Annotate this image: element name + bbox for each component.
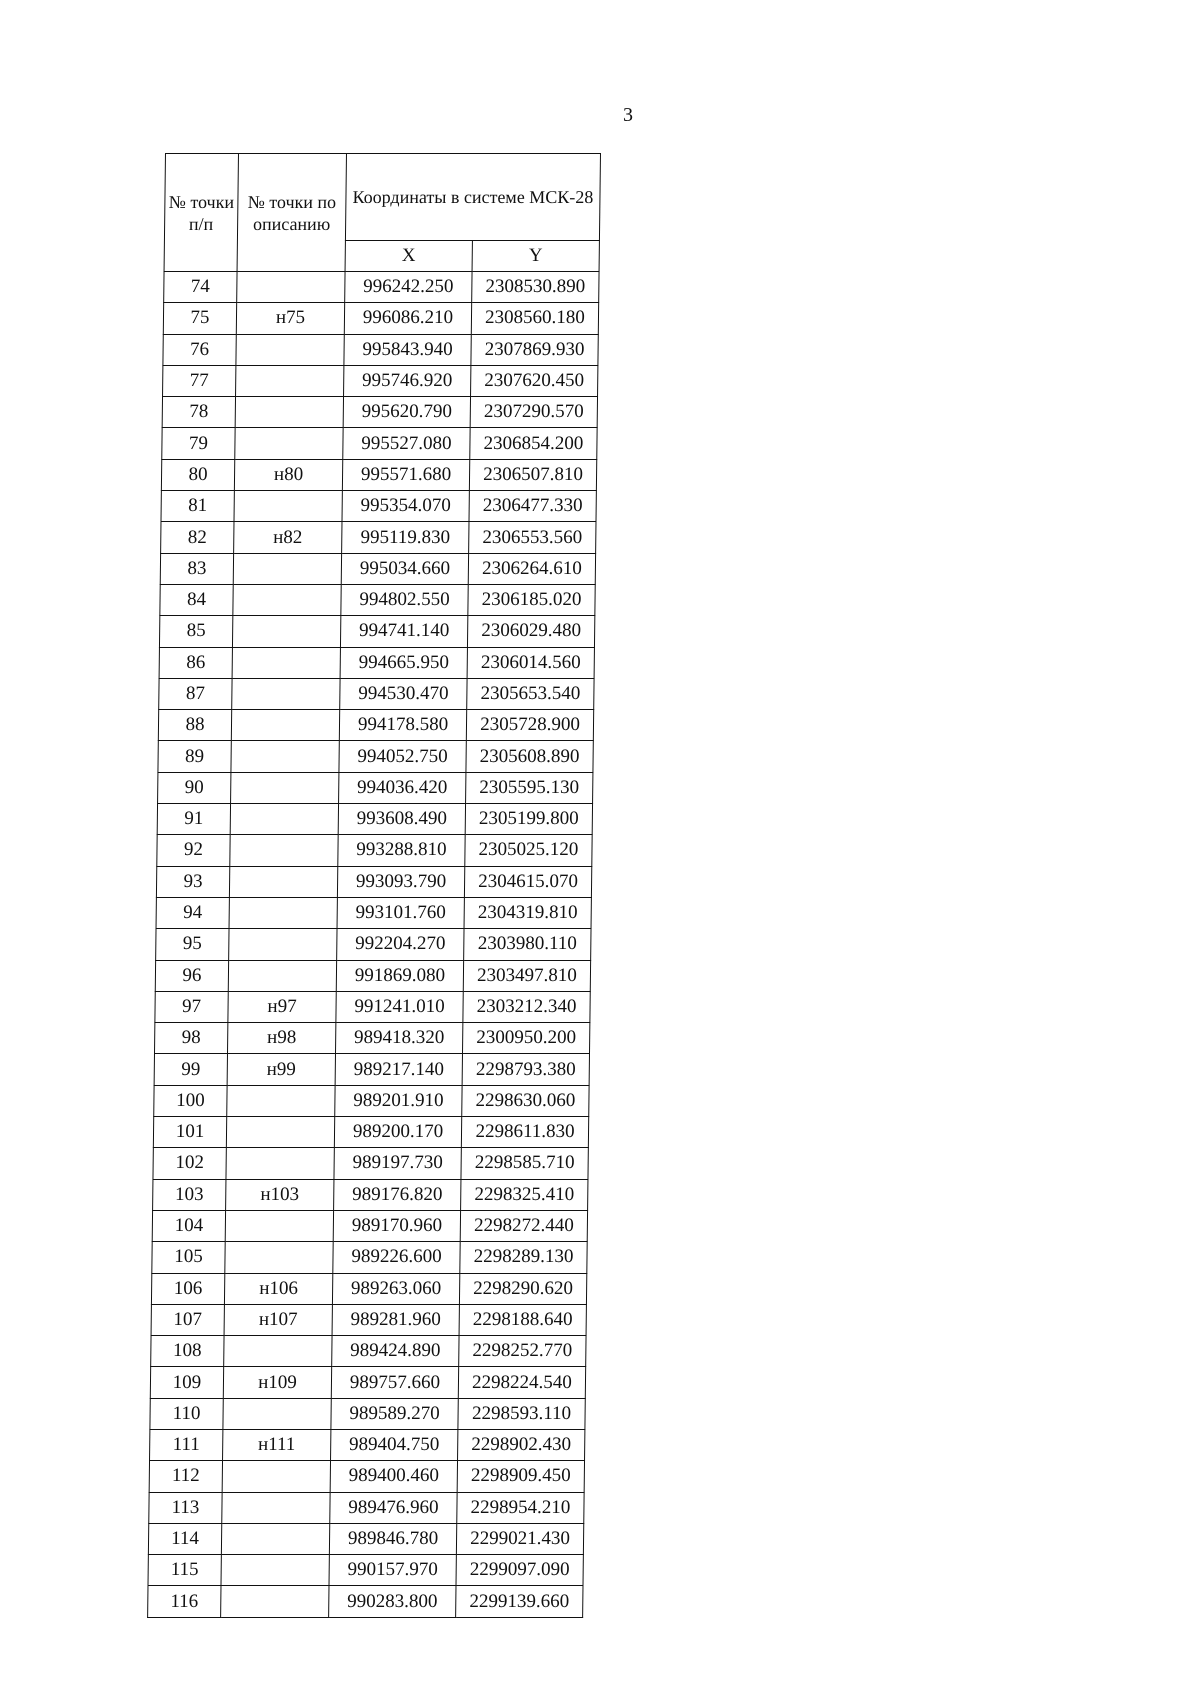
cell-y: 2306553.560	[469, 522, 596, 553]
cell-description-point: н107	[224, 1304, 332, 1335]
cell-point-number: 105	[152, 1242, 225, 1273]
cell-y: 2298611.830	[461, 1117, 588, 1148]
cell-x: 989846.780	[329, 1523, 456, 1554]
cell-point-number: 79	[162, 428, 235, 459]
table-row	[160, 584, 595, 615]
cell-y: 2298909.450	[457, 1461, 584, 1492]
table-row	[157, 804, 592, 835]
cell-x: 989197.730	[334, 1148, 461, 1179]
cell-point-number: 85	[159, 616, 232, 647]
cell-point-number: 83	[160, 553, 233, 584]
cell-point-number: 102	[153, 1148, 226, 1179]
cell-point-number: 115	[148, 1555, 221, 1586]
cell-x: 996086.210	[344, 303, 471, 334]
cell-description-point: н109	[223, 1367, 331, 1398]
table-row	[149, 1492, 584, 1523]
cell-point-number: 84	[160, 584, 233, 615]
cell-y: 2299097.090	[456, 1555, 583, 1586]
cell-description-point	[222, 1492, 330, 1523]
header-y: Y	[472, 241, 599, 272]
table-row	[164, 272, 599, 303]
cell-y: 2298585.710	[461, 1148, 588, 1179]
table-row	[153, 1148, 588, 1179]
table-row	[154, 1023, 589, 1054]
cell-y: 2298954.210	[457, 1492, 584, 1523]
cell-x: 993608.490	[338, 804, 465, 835]
cell-y: 2306264.610	[468, 553, 595, 584]
cell-description-point: н97	[228, 991, 336, 1022]
table-row	[148, 1586, 583, 1617]
cell-x: 994036.420	[339, 772, 466, 803]
table-row	[163, 303, 598, 334]
table-row	[149, 1461, 584, 1492]
cell-description-point	[232, 647, 340, 678]
cell-point-number: 87	[159, 678, 232, 709]
header-point-number: № точки п/п	[164, 154, 238, 272]
cell-description-point	[222, 1461, 330, 1492]
cell-x: 995034.660	[341, 553, 468, 584]
cell-description-point	[226, 1117, 334, 1148]
cell-description-point: н111	[223, 1429, 331, 1460]
cell-y: 2298289.130	[460, 1242, 587, 1273]
cell-description-point	[228, 960, 336, 991]
cell-point-number: 77	[163, 365, 236, 396]
cell-point-number: 108	[151, 1336, 224, 1367]
cell-y: 2307869.930	[471, 334, 598, 365]
table-row	[158, 710, 593, 741]
cell-description-point: н82	[234, 522, 342, 553]
cell-y: 2300950.200	[462, 1023, 589, 1054]
cell-y: 2298224.540	[458, 1367, 585, 1398]
cell-x: 995354.070	[342, 491, 469, 522]
table-row	[150, 1367, 585, 1398]
cell-description-point	[229, 929, 337, 960]
cell-y: 2305595.130	[466, 772, 593, 803]
cell-x: 995119.830	[342, 522, 469, 553]
cell-point-number: 104	[152, 1210, 225, 1241]
cell-point-number: 97	[155, 991, 228, 1022]
cell-description-point: н99	[227, 1054, 335, 1085]
cell-x: 994052.750	[339, 741, 466, 772]
cell-y: 2307290.570	[470, 397, 597, 428]
cell-y: 2306185.020	[468, 584, 595, 615]
cell-point-number: 88	[158, 710, 231, 741]
cell-point-number: 91	[157, 804, 230, 835]
cell-y: 2303497.810	[463, 960, 590, 991]
table-row	[151, 1336, 586, 1367]
header-x: X	[345, 241, 472, 272]
cell-description-point	[232, 678, 340, 709]
cell-point-number: 111	[150, 1429, 223, 1460]
cell-x: 994665.950	[340, 647, 467, 678]
cell-description-point	[233, 584, 341, 615]
cell-point-number: 113	[149, 1492, 222, 1523]
cell-x: 995843.940	[344, 334, 471, 365]
table-row	[151, 1273, 586, 1304]
cell-description-point	[229, 897, 337, 928]
table-row	[148, 1555, 583, 1586]
cell-point-number: 94	[156, 897, 229, 928]
cell-point-number: 75	[163, 303, 236, 334]
table-row	[156, 897, 591, 928]
cell-x: 989201.910	[335, 1085, 462, 1116]
cell-description-point: н103	[226, 1179, 334, 1210]
table-row	[163, 334, 598, 365]
cell-x: 989281.960	[332, 1304, 459, 1335]
cell-y: 2308560.180	[471, 303, 598, 334]
cell-description-point	[236, 334, 344, 365]
table-row	[153, 1179, 588, 1210]
cell-x: 993288.810	[338, 835, 465, 866]
cell-x: 992204.270	[337, 929, 464, 960]
cell-point-number: 76	[163, 334, 236, 365]
cell-point-number: 89	[158, 741, 231, 772]
cell-point-number: 109	[150, 1367, 223, 1398]
table-row	[159, 647, 594, 678]
cell-y: 2306014.560	[467, 647, 594, 678]
page-number: 3	[623, 104, 633, 126]
cell-y: 2306854.200	[470, 428, 597, 459]
cell-y: 2304319.810	[464, 897, 591, 928]
cell-x: 989400.460	[330, 1461, 457, 1492]
cell-point-number: 82	[161, 522, 234, 553]
table-row	[157, 835, 592, 866]
cell-description-point	[235, 428, 343, 459]
cell-y: 2303212.340	[463, 991, 590, 1022]
cell-x: 989200.170	[334, 1117, 461, 1148]
cell-y: 2308530.890	[472, 272, 599, 303]
cell-y: 2298325.410	[461, 1179, 588, 1210]
cell-description-point	[235, 397, 343, 428]
cell-description-point: н98	[227, 1023, 335, 1054]
cell-x: 994530.470	[340, 678, 467, 709]
cell-description-point	[225, 1210, 333, 1241]
cell-x: 990283.800	[329, 1586, 456, 1617]
cell-y: 2306477.330	[469, 491, 596, 522]
cell-x: 994741.140	[340, 616, 467, 647]
cell-description-point	[226, 1148, 334, 1179]
cell-description-point	[231, 772, 339, 803]
cell-y: 2305608.890	[466, 741, 593, 772]
cell-y: 2305653.540	[467, 678, 594, 709]
cell-y: 2305025.120	[465, 835, 592, 866]
cell-x: 995746.920	[344, 365, 471, 396]
cell-x: 991241.010	[336, 991, 463, 1022]
cell-description-point: н80	[234, 459, 342, 490]
header-coordinates: Координаты в системе МСК-28	[345, 154, 600, 241]
cell-y: 2298630.060	[462, 1085, 589, 1116]
table-row	[161, 522, 596, 553]
cell-description-point	[221, 1586, 329, 1617]
header-description-point: № точки по описанию	[237, 154, 346, 272]
table-row	[161, 459, 596, 490]
cell-point-number: 110	[150, 1398, 223, 1429]
cell-x: 989217.140	[335, 1054, 462, 1085]
table-row	[161, 491, 596, 522]
table-row	[154, 1054, 589, 1085]
table-row	[162, 428, 597, 459]
cell-y: 2299021.430	[456, 1523, 583, 1554]
cell-x: 995620.790	[343, 397, 470, 428]
cell-x: 995571.680	[342, 459, 469, 490]
cell-y: 2298902.430	[458, 1429, 585, 1460]
cell-description-point	[229, 866, 337, 897]
cell-y: 2298290.620	[459, 1273, 586, 1304]
table-row	[156, 866, 591, 897]
cell-point-number: 90	[158, 772, 231, 803]
cell-description-point	[221, 1555, 329, 1586]
cell-y: 2305199.800	[465, 804, 592, 835]
table-row	[153, 1117, 588, 1148]
cell-x: 994178.580	[339, 710, 466, 741]
cell-y: 2299139.660	[456, 1586, 583, 1617]
cell-point-number: 99	[154, 1054, 227, 1085]
cell-y: 2306507.810	[469, 459, 596, 490]
cell-description-point	[230, 835, 338, 866]
cell-point-number: 100	[154, 1085, 227, 1116]
table-row	[152, 1242, 587, 1273]
cell-point-number: 112	[149, 1461, 222, 1492]
table-row	[152, 1210, 587, 1241]
cell-description-point	[231, 710, 339, 741]
table-row	[155, 991, 590, 1022]
cell-x: 989757.660	[331, 1367, 458, 1398]
cell-x: 989170.960	[333, 1210, 460, 1241]
table-row	[158, 741, 593, 772]
cell-x: 989263.060	[332, 1273, 459, 1304]
cell-point-number: 74	[164, 272, 237, 303]
cell-x: 995527.080	[343, 428, 470, 459]
cell-description-point	[232, 616, 340, 647]
cell-point-number: 106	[151, 1273, 224, 1304]
table-row	[163, 365, 598, 396]
table-row	[148, 1523, 583, 1554]
table-row	[155, 960, 590, 991]
cell-description-point	[231, 741, 339, 772]
table-row	[154, 1085, 589, 1116]
cell-x: 989424.890	[332, 1336, 459, 1367]
table-row	[150, 1429, 585, 1460]
cell-point-number: 86	[159, 647, 232, 678]
cell-x: 990157.970	[329, 1555, 456, 1586]
cell-point-number: 101	[153, 1117, 226, 1148]
cell-x: 996242.250	[345, 272, 472, 303]
cell-description-point	[236, 365, 344, 396]
cell-y: 2303980.110	[464, 929, 591, 960]
cell-x: 991869.080	[336, 960, 463, 991]
cell-x: 989589.270	[331, 1398, 458, 1429]
cell-description-point	[224, 1336, 332, 1367]
cell-description-point: н106	[224, 1273, 332, 1304]
cell-point-number: 78	[162, 397, 235, 428]
cell-point-number: 98	[154, 1023, 227, 1054]
cell-description-point: н75	[236, 303, 344, 334]
cell-point-number: 116	[148, 1586, 221, 1617]
cell-description-point	[221, 1523, 329, 1554]
cell-x: 989176.820	[334, 1179, 461, 1210]
coordinates-table	[147, 153, 601, 1618]
cell-x: 993101.760	[337, 897, 464, 928]
cell-y: 2298793.380	[462, 1054, 589, 1085]
cell-description-point	[227, 1085, 335, 1116]
cell-description-point	[234, 491, 342, 522]
cell-y: 2298593.110	[458, 1398, 585, 1429]
cell-y: 2306029.480	[467, 616, 594, 647]
cell-point-number: 107	[151, 1304, 224, 1335]
cell-x: 993093.790	[337, 866, 464, 897]
cell-description-point	[230, 804, 338, 835]
cell-description-point	[237, 272, 345, 303]
cell-description-point	[223, 1398, 331, 1429]
table-row	[159, 678, 594, 709]
cell-y: 2307620.450	[471, 365, 598, 396]
table-body	[148, 272, 599, 1618]
table-row	[162, 397, 597, 428]
cell-y: 2305728.900	[466, 710, 593, 741]
cell-x: 989404.750	[331, 1429, 458, 1460]
cell-point-number: 114	[148, 1523, 221, 1554]
cell-y: 2298272.440	[460, 1210, 587, 1241]
table-row	[158, 772, 593, 803]
cell-x: 994802.550	[341, 584, 468, 615]
table-row	[160, 553, 595, 584]
cell-x: 989418.320	[335, 1023, 462, 1054]
cell-x: 989476.960	[330, 1492, 457, 1523]
cell-y: 2304615.070	[464, 866, 591, 897]
cell-y: 2298252.770	[459, 1336, 586, 1367]
cell-point-number: 81	[161, 491, 234, 522]
cell-description-point	[233, 553, 341, 584]
cell-y: 2298188.640	[459, 1304, 586, 1335]
cell-point-number: 95	[156, 929, 229, 960]
cell-point-number: 80	[161, 459, 234, 490]
cell-point-number: 96	[155, 960, 228, 991]
cell-point-number: 93	[156, 866, 229, 897]
cell-x: 989226.600	[333, 1242, 460, 1273]
table-row	[151, 1304, 586, 1335]
table-row	[156, 929, 591, 960]
cell-point-number: 92	[157, 835, 230, 866]
cell-point-number: 103	[153, 1179, 226, 1210]
cell-description-point	[225, 1242, 333, 1273]
table-row	[159, 616, 594, 647]
table-row	[150, 1398, 585, 1429]
